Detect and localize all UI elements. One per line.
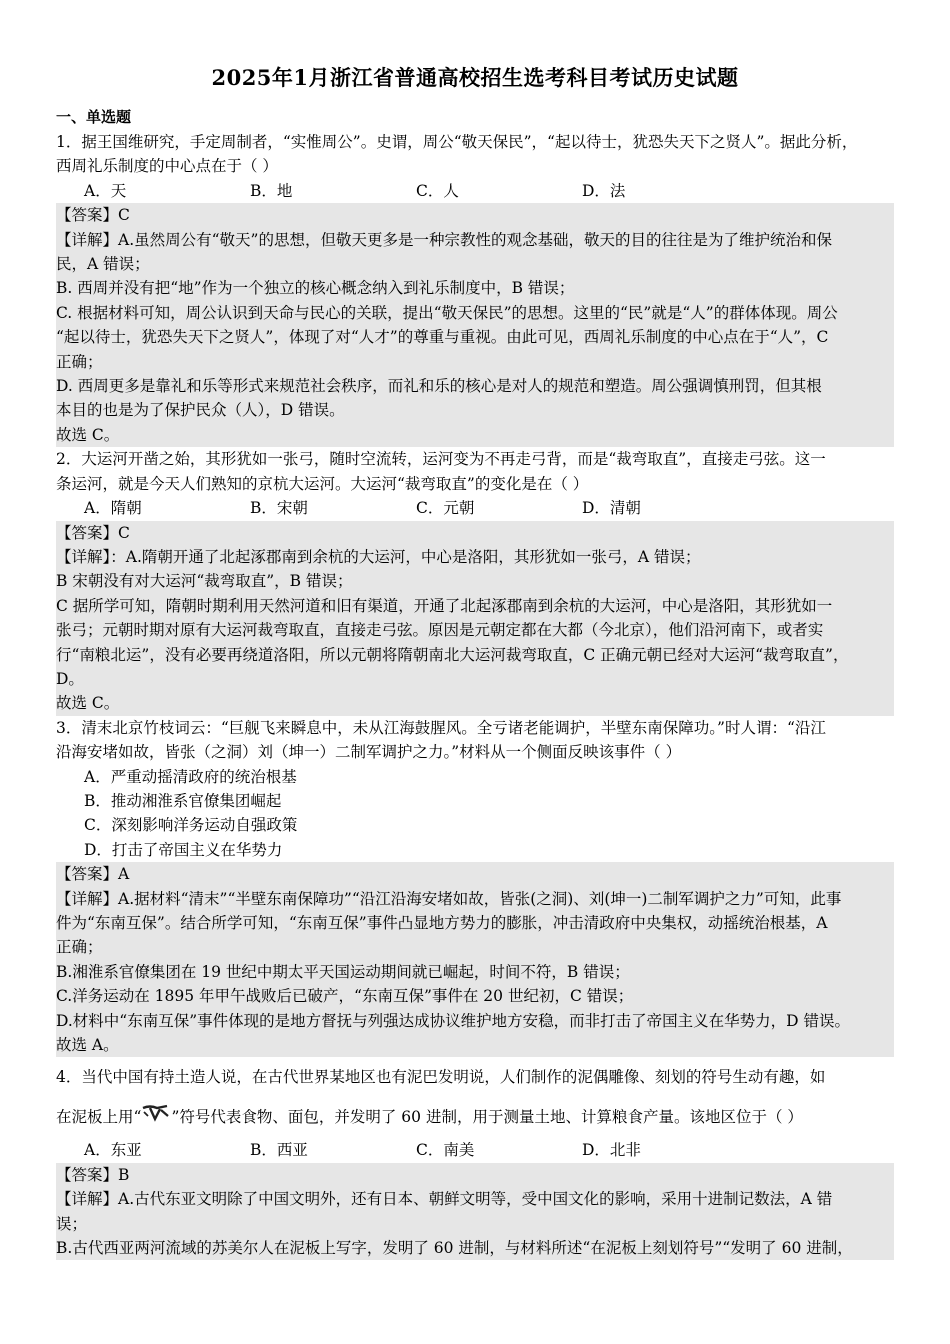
option-a: A．严重动摇清政府的统治根基 xyxy=(84,767,297,786)
exam-page xyxy=(56,62,894,1260)
detail-line: 误； xyxy=(56,1214,88,1233)
answer-block xyxy=(56,1163,894,1261)
detail-line: D。 xyxy=(56,669,84,688)
detail-line: 【详解】A.虽然周公有“敬天”的思想，但敬天更多是一种宗教性的观念基础，敬天的目的往往是为了维护统治和保 xyxy=(56,230,832,249)
question-stem: 沿海安堵如故，皆张（之洞）刘（坤一）二制军调护之力。”材料从一个侧面反映该事件（ ） xyxy=(56,743,682,762)
detail-line: C 据所学可知，隋朝时期利用天然河道和旧有渠道，开通了北起涿郡南到余杭的大运河，中心是洛阳，其形犹如一 xyxy=(56,596,833,615)
detail-line: 【详解】：A.隋朝开通了北起涿郡南到余杭的大运河，中心是洛阳，其形犹如一张弓，A 错误； xyxy=(56,547,701,566)
question-stem xyxy=(56,1097,894,1138)
question-stem: 2．大运河开凿之始，其形犹如一张弓，随时空流转，运河变为不再走弓背，而是“裁弯取直”，直接走弓弦。这一 xyxy=(56,450,826,469)
page-title: 2025年1月浙江省普通高校招生选考科目考试历史试题 xyxy=(211,65,739,90)
answer-block xyxy=(56,862,894,1057)
answer-block xyxy=(56,203,894,447)
option-d: D．北非 xyxy=(582,1141,641,1160)
detail-line: 张弓；元朝时期对原有大运河裁弯取直，直接走弓弦。原因是元朝定都在大都（今北京），他们沿河南下，或者实 xyxy=(56,621,824,640)
options-row xyxy=(56,1138,894,1162)
option-d: D．法 xyxy=(582,181,626,200)
question-stem: 1．据王国维研究，手定周制者，“实惟周公”。史谓，周公“敬天保民”，“起以待士，犹恐失天下之贤人”。据此分析， xyxy=(56,133,858,151)
detail-line: 故选 C。 xyxy=(56,425,120,444)
section-heading: 一、单选题 xyxy=(56,108,132,126)
answer-line: 【答案】C xyxy=(56,523,130,542)
option-b: B．地 xyxy=(250,181,293,200)
detail-line: 故选 C。 xyxy=(56,694,120,713)
question-2 xyxy=(56,447,894,715)
detail-line: B 宋朝没有对大运河“裁弯取直”，B 错误； xyxy=(56,572,353,591)
detail-line: 正确； xyxy=(56,352,103,371)
detail-line: D.材料中“东南互保”事件体现的是地方督抚与列强达成协议维护地方安稳，而非打击了帝国主义在华势力，D 错误。 xyxy=(56,1011,851,1030)
option-c: C．人 xyxy=(416,181,459,200)
detail-line: 民，A 错误； xyxy=(56,255,150,274)
detail-line: 行“南粮北运”，没有必要再绕道洛阳，所以元朝将隋朝南北大运河裁弯取直，C 正确元朝已经对大运河“裁弯取直”， xyxy=(56,645,849,664)
option-c: C．南美 xyxy=(416,1141,475,1160)
question-3 xyxy=(56,716,894,1058)
option-b: B．推动湘淮系官僚集团崛起 xyxy=(84,791,282,810)
detail-line: “起以待士，犹恐失天下之贤人”，体现了对“人才”的尊重与重视。由此可见，西周礼乐制度的中心点在于“人”，C xyxy=(56,328,829,347)
detail-line: 件为“东南互保”。结合所学可知，“东南互保”事件凸显地方势力的膨胀，冲击清政府中央集权，动摇统治根基，A xyxy=(56,914,828,932)
detail-line: 故选 A。 xyxy=(56,1036,119,1055)
question-stem: 西周礼乐制度的中心点在于（ ） xyxy=(56,157,278,176)
options-row xyxy=(56,179,894,203)
detail-line: B. 西周并没有把“地”作为一个独立的核心概念纳入到礼乐制度中，B 错误； xyxy=(56,279,575,298)
detail-line: 本目的也是为了保护民众（人），D 错误。 xyxy=(56,401,345,420)
answer-line: 【答案】C xyxy=(56,206,130,225)
question-stem: 4．当代中国有持土造人说，在古代世界某地区也有泥巴发明说，人们制作的泥偶雕像、刻划的符号生动有趣，如 xyxy=(56,1068,826,1087)
option-c: C．元朝 xyxy=(416,499,475,518)
option-b: B．西亚 xyxy=(250,1141,308,1160)
option-b: B．宋朝 xyxy=(250,499,308,518)
detail-line: D. 西周更多是靠礼和乐等形式来规范社会秩序，而礼和乐的核心是对人的规范和塑造。周公强调慎刑罚，但其根 xyxy=(56,377,822,396)
detail-line: C. 根据材料可知，周公认识到天命与民心的关联，提出“敬天保民”的思想。这里的“民”就是“人”的群体体现。周公 xyxy=(56,303,838,322)
option-a: A．隋朝 xyxy=(84,499,142,518)
stem-part: ”符号代表食物、面包，并发明了 60 进制，用于测量土地、计算粮食产量。该地区位于（ ） xyxy=(171,1108,803,1127)
detail-line: C.洋务运动在 1895 年甲午战败后已破产，“东南互保”事件在 20 世纪初，C 错误； xyxy=(56,987,634,1006)
option-a: A．天 xyxy=(84,181,127,200)
detail-line: 正确； xyxy=(56,938,103,957)
question-4 xyxy=(56,1057,894,1260)
detail-line: B.古代西亚两河流域的苏美尔人在泥板上写字，发明了 60 进制，与材料所述“在泥板上刻划符号”“发明了 60 进制， xyxy=(56,1239,853,1258)
detail-line: 【详解】A.据材料“清末”“半壁东南保障功”“沿江沿海安堵如故，皆张(之洞)、刘(坤一)二制军调护之力”可知，此事 xyxy=(56,889,842,908)
answer-line: 【答案】A xyxy=(56,865,130,884)
detail-line: B.湘淮系官僚集团在 19 世纪中期太平天国运动期间就已崛起，时间不符，B 错误； xyxy=(56,962,630,981)
stem-part: 在泥板上用“ xyxy=(56,1108,142,1127)
detail-line: 【详解】A.古代东亚文明除了中国文明外，还有日本、朝鲜文明等，受中国文化的影响，采用十进制记数法，A 错 xyxy=(56,1190,833,1209)
option-c: C．深刻影响洋务运动自强政策 xyxy=(84,816,298,835)
question-stem: 3．清末北京竹枝词云：“巨舰飞来瞬息中，未从江海鼓腥风。全亏诸老能调护，半壁东南保障功。”时人谓：“沿江 xyxy=(56,718,826,737)
answer-line: 【答案】B xyxy=(56,1165,130,1184)
question-1 xyxy=(56,130,894,447)
options-row xyxy=(56,496,894,520)
question-stem: 条运河，就是今天人们熟知的京杭大运河。大运河“裁弯取直”的变化是在（ ） xyxy=(56,474,589,493)
option-d: D．打击了帝国主义在华势力 xyxy=(84,840,283,859)
option-d: D．清朝 xyxy=(582,499,641,518)
answer-block xyxy=(56,521,894,716)
option-a: A．东亚 xyxy=(84,1141,142,1160)
cuneiform-bread-symbol-icon xyxy=(141,1098,171,1138)
